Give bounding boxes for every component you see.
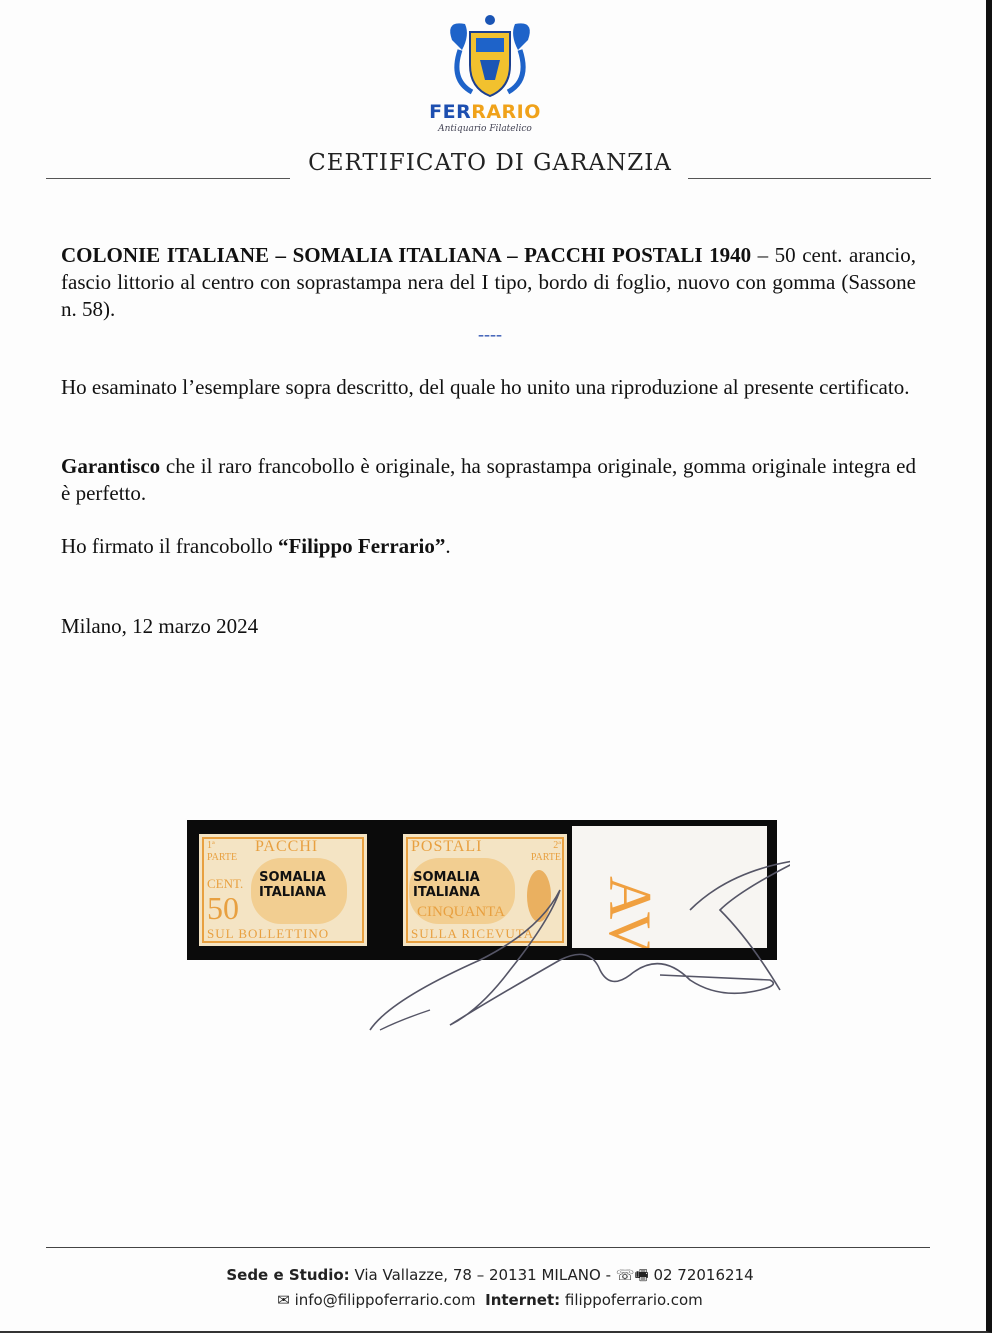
stamp-label-pacchi: PACCHI (255, 838, 319, 855)
separator: ---- (478, 324, 502, 344)
overprint-line2: ITALIANA (259, 885, 326, 900)
signature-paragraph (61, 533, 916, 560)
coat-of-arms-logo (440, 10, 540, 100)
stamp-label-cent: CENT. (207, 876, 244, 891)
examination-paragraph: Ho esaminato l’esemplare sopra descritto, del quale ho unito una riproduzione al presente certificato. (61, 375, 910, 399)
stamp-label-part2: 2ª PARTE (530, 840, 561, 863)
stamp-value: 50 (207, 890, 239, 926)
internet-label: Internet: (485, 1291, 561, 1309)
guarantee-keyword: Garantisco (61, 454, 161, 478)
guarantee-paragraph (61, 453, 916, 507)
signed-prefix: Ho firmato il francobollo (61, 534, 278, 558)
stamp-left-half (199, 834, 367, 946)
overprint-line2-right: ITALIANA (413, 885, 480, 900)
footer-rule (46, 1247, 930, 1248)
certificate-title: CERTIFICATO DI GARANZIA (308, 150, 672, 176)
brand-name-part2: RARIO (471, 101, 541, 123)
envelope-icon: ✉ (277, 1291, 295, 1309)
signed-suffix: . (445, 534, 451, 558)
description-heading: COLONIE ITALIANE – SOMALIA ITALIANA – PACCHI POSTALI 1940 (61, 243, 752, 267)
office-label: Sede e Studio: (226, 1266, 350, 1284)
brand-name-part1: FER (429, 101, 472, 123)
title-rule-right (688, 178, 931, 179)
stamp-value-text: CINQUANTA (417, 904, 505, 920)
handwritten-signature (360, 850, 790, 1045)
signed-name: “Filippo Ferrario” (277, 534, 446, 558)
stamp-label-bollettino: SUL BOLLETTINO (207, 926, 330, 941)
stamp-overprint-left (259, 870, 326, 900)
email-link[interactable]: info@filippoferrario.com (294, 1291, 476, 1309)
stamp-label-part1: 1ª PARTE (207, 840, 238, 863)
footer-contacts (0, 1291, 980, 1309)
overprint-line1-right: SOMALIA (413, 870, 480, 885)
stamp-description (61, 242, 916, 323)
footer-address (0, 1265, 980, 1290)
svg-text:AV: AV (597, 876, 663, 948)
brand-name (400, 101, 570, 123)
title-rule-left (46, 178, 290, 179)
stamp-label-postali: POSTALI (411, 838, 483, 855)
website-link[interactable]: filippoferrario.com (560, 1291, 703, 1309)
guarantee-text: che il raro francobollo è originale, ha soprastampa originale, gomma originale integra ed è perfetto. (61, 454, 916, 505)
place-and-date: Milano, 12 marzo 2024 (61, 614, 259, 638)
office-address: Via Vallazze, 78 – 20131 MILANO - ☏🖷 02 72016214 (349, 1266, 754, 1284)
description-details: – 50 cent. arancio, fascio littorio al centro con soprastampa nera del I tipo, bordo di foglio, nuovo con gomma (Sassone n. 58). (61, 243, 916, 321)
stamp-label-ricevuta: SULLA RICEVUTA (411, 926, 535, 941)
overprint-line1: SOMALIA (259, 870, 326, 885)
brand-tagline: Antiquario Filatelico (438, 124, 532, 134)
